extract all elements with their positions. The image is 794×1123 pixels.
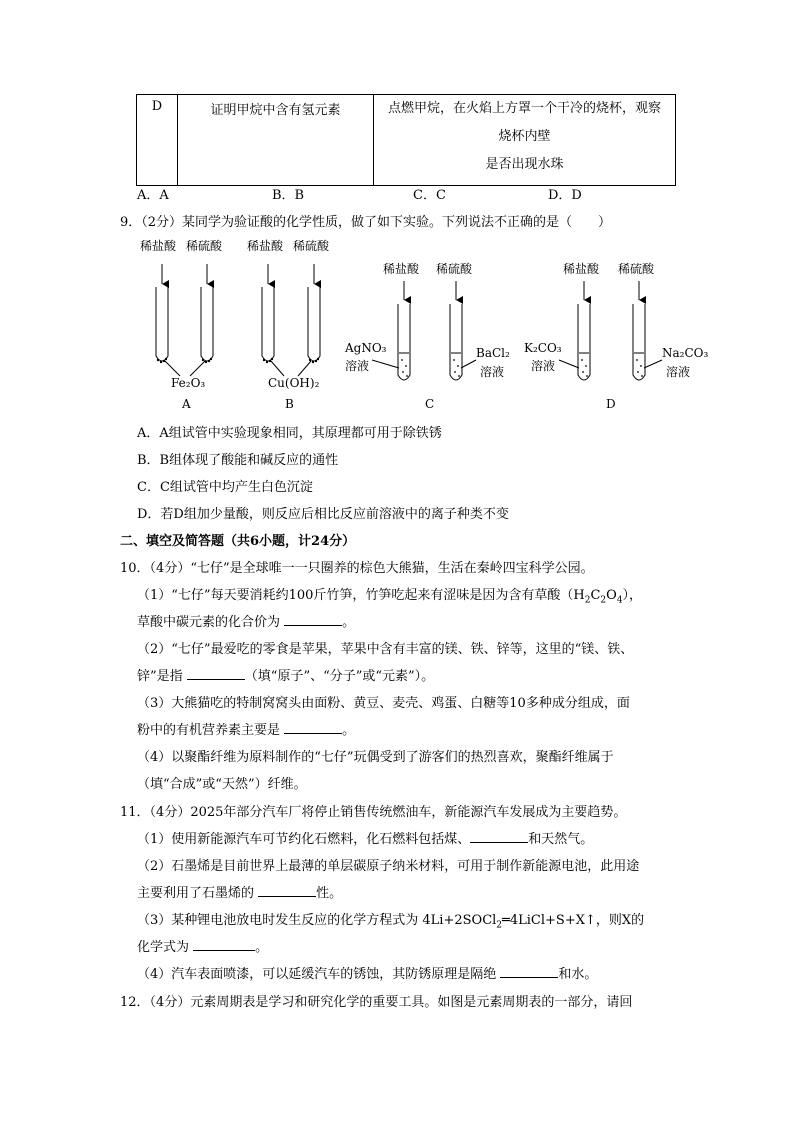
q9-stem: 9．（2分）某同学为验证酸的化学性质，做了如下实验。下列说法不正确的是（ ） [120,215,612,230]
q10-part2-line1: （2）“七仔”最爱吃的零食是苹果，苹果中含有丰富的镁、铁、锌等，这里的“镁、铁、 [137,642,634,657]
answer-blank[interactable] [193,938,255,951]
q10-part2-line2: 锌”是指 （填“原子”、“分子”或“元素”）。 [137,669,435,684]
q11-part2-line2: 主要利用了石墨烯的 性。 [137,886,343,901]
group-label: C [425,397,435,411]
group-label: D [606,397,616,411]
row-purpose: 证明甲烷中含有氢元素 [178,95,374,186]
answer-blank[interactable] [500,965,558,978]
q10-part4-line2: （填“合成”或“天然”）纤维。 [137,777,307,792]
q12-stem: 12．（4分）元素周期表是学习和研究化学的重要工具。如图是元素周期表的一部分，请回 [120,995,633,1010]
acid-label: 稀盐酸 [383,262,420,276]
acid-label: 稀硫酸 [293,239,330,253]
q10-part1-line2: 草酸中碳元素的化合价为 。 [137,615,356,630]
q10-part3-line2: 粉中的有机营养素主要是 。 [137,723,356,738]
method-line-1: 点燃甲烷，在火焰上方罩一个干冷的烧杯，观察 [387,101,661,116]
answer-blank[interactable] [284,721,342,734]
q8-option-d: D．D [548,188,582,203]
answer-blank[interactable] [258,884,316,897]
acid-label: 稀硫酸 [186,239,223,253]
q11-part3-line2: 化学式为 。 [137,940,269,955]
reagent-label: 溶液 [666,365,691,379]
q9-option-c: C．C组试管中均产生白色沉淀 [137,480,313,495]
reagent-label: AgNO₃ [345,341,387,355]
reagent-label: Na₂CO₃ [662,346,709,360]
reagent-label: 溶液 [480,365,505,379]
reagent-label: BaCl₂ [476,346,510,360]
acid-label: 稀硫酸 [436,262,473,276]
reagent-label: Fe₂O₃ [171,376,206,390]
acid-label: 稀硫酸 [618,262,655,276]
method-line-2: 烧杯内壁 [498,129,551,144]
q11-part2-line1: （2）石墨烯是目前世界上最薄的单层碳原子纳米材料，可用于制作新能源电池，此用途 [137,859,640,874]
section-heading: 二、填空及简答题（共6小题，计24分） [120,534,356,549]
q9-option-d: D．若D组加少量酸，则反应后相比反应前溶液中的离子种类不变 [137,507,509,522]
acid-label: 稀盐酸 [563,262,600,276]
q9-option-a: A．A组试管中实验现象相同，其原理都可用于除铁锈 [137,426,442,441]
reagent-label: K₂CO₃ [524,341,562,355]
reagent-label: 溶液 [531,359,556,373]
method-line-3: 是否出现水珠 [485,157,564,172]
answer-blank[interactable] [470,830,528,843]
q10-part1-line1: （1）“七仔”每天要消耗约100斤竹笋，竹笋吃起来有涩味是因为含有草酸$(H_2C_2O_4)$， [137,588,643,606]
acid-label: 稀盐酸 [247,239,284,253]
group-label: B [285,397,294,411]
acid-label: 稀盐酸 [140,239,177,253]
q8-option-a: A．A [137,188,169,203]
q8-option-c: C．C [413,188,446,203]
q10-part3-line1: （3）大熊猫吃的特制窝窝头由面粉、黄豆、麦壳、鸡蛋、白糖等10多种成分组成，面 [137,696,630,711]
reagent-label: 溶液 [345,359,370,373]
answer-blank[interactable] [284,613,342,626]
group-label: A [182,397,191,411]
q10-part4-line1: （4）以聚酯纤维为原料制作的“七仔”玩偶受到了游客们的热烈喜欢，聚酯纤维属于 [137,750,614,765]
q8-option-b: B．B [272,188,305,203]
q10-stem: 10．（4分）“七仔”是全球唯一一只圈养的棕色大熊猫，生活在秦岭四宝科学公园。 [120,561,594,576]
q11-part1: （1）使用新能源汽车可节约化石燃料，化石燃料包括煤、 和天然气。 [137,832,594,847]
q11-stem: 11．（4分）2025年部分汽车厂将停止销售传统燃油车，新能源汽车发展成为主要趋势。 [120,805,627,820]
q11-part3-line1: （3）某种锂电池放电时发生反应的化学方程式为 4Li+2SOCl$_2$═4LiCl+S+X↑，则X的 [137,913,645,931]
q11-part4: （4）汽车表面喷漆，可以延缓汽车的锈蚀，其防锈原理是隔绝 和水。 [137,967,598,982]
reagent-label: Cu(OH)₂ [268,376,320,390]
answer-blank[interactable] [187,667,245,680]
test-tube-figure [0,0,794,420]
row-label: D [137,95,178,186]
q9-option-b: B．B组体现了酸能和碱反应的通性 [137,453,339,468]
